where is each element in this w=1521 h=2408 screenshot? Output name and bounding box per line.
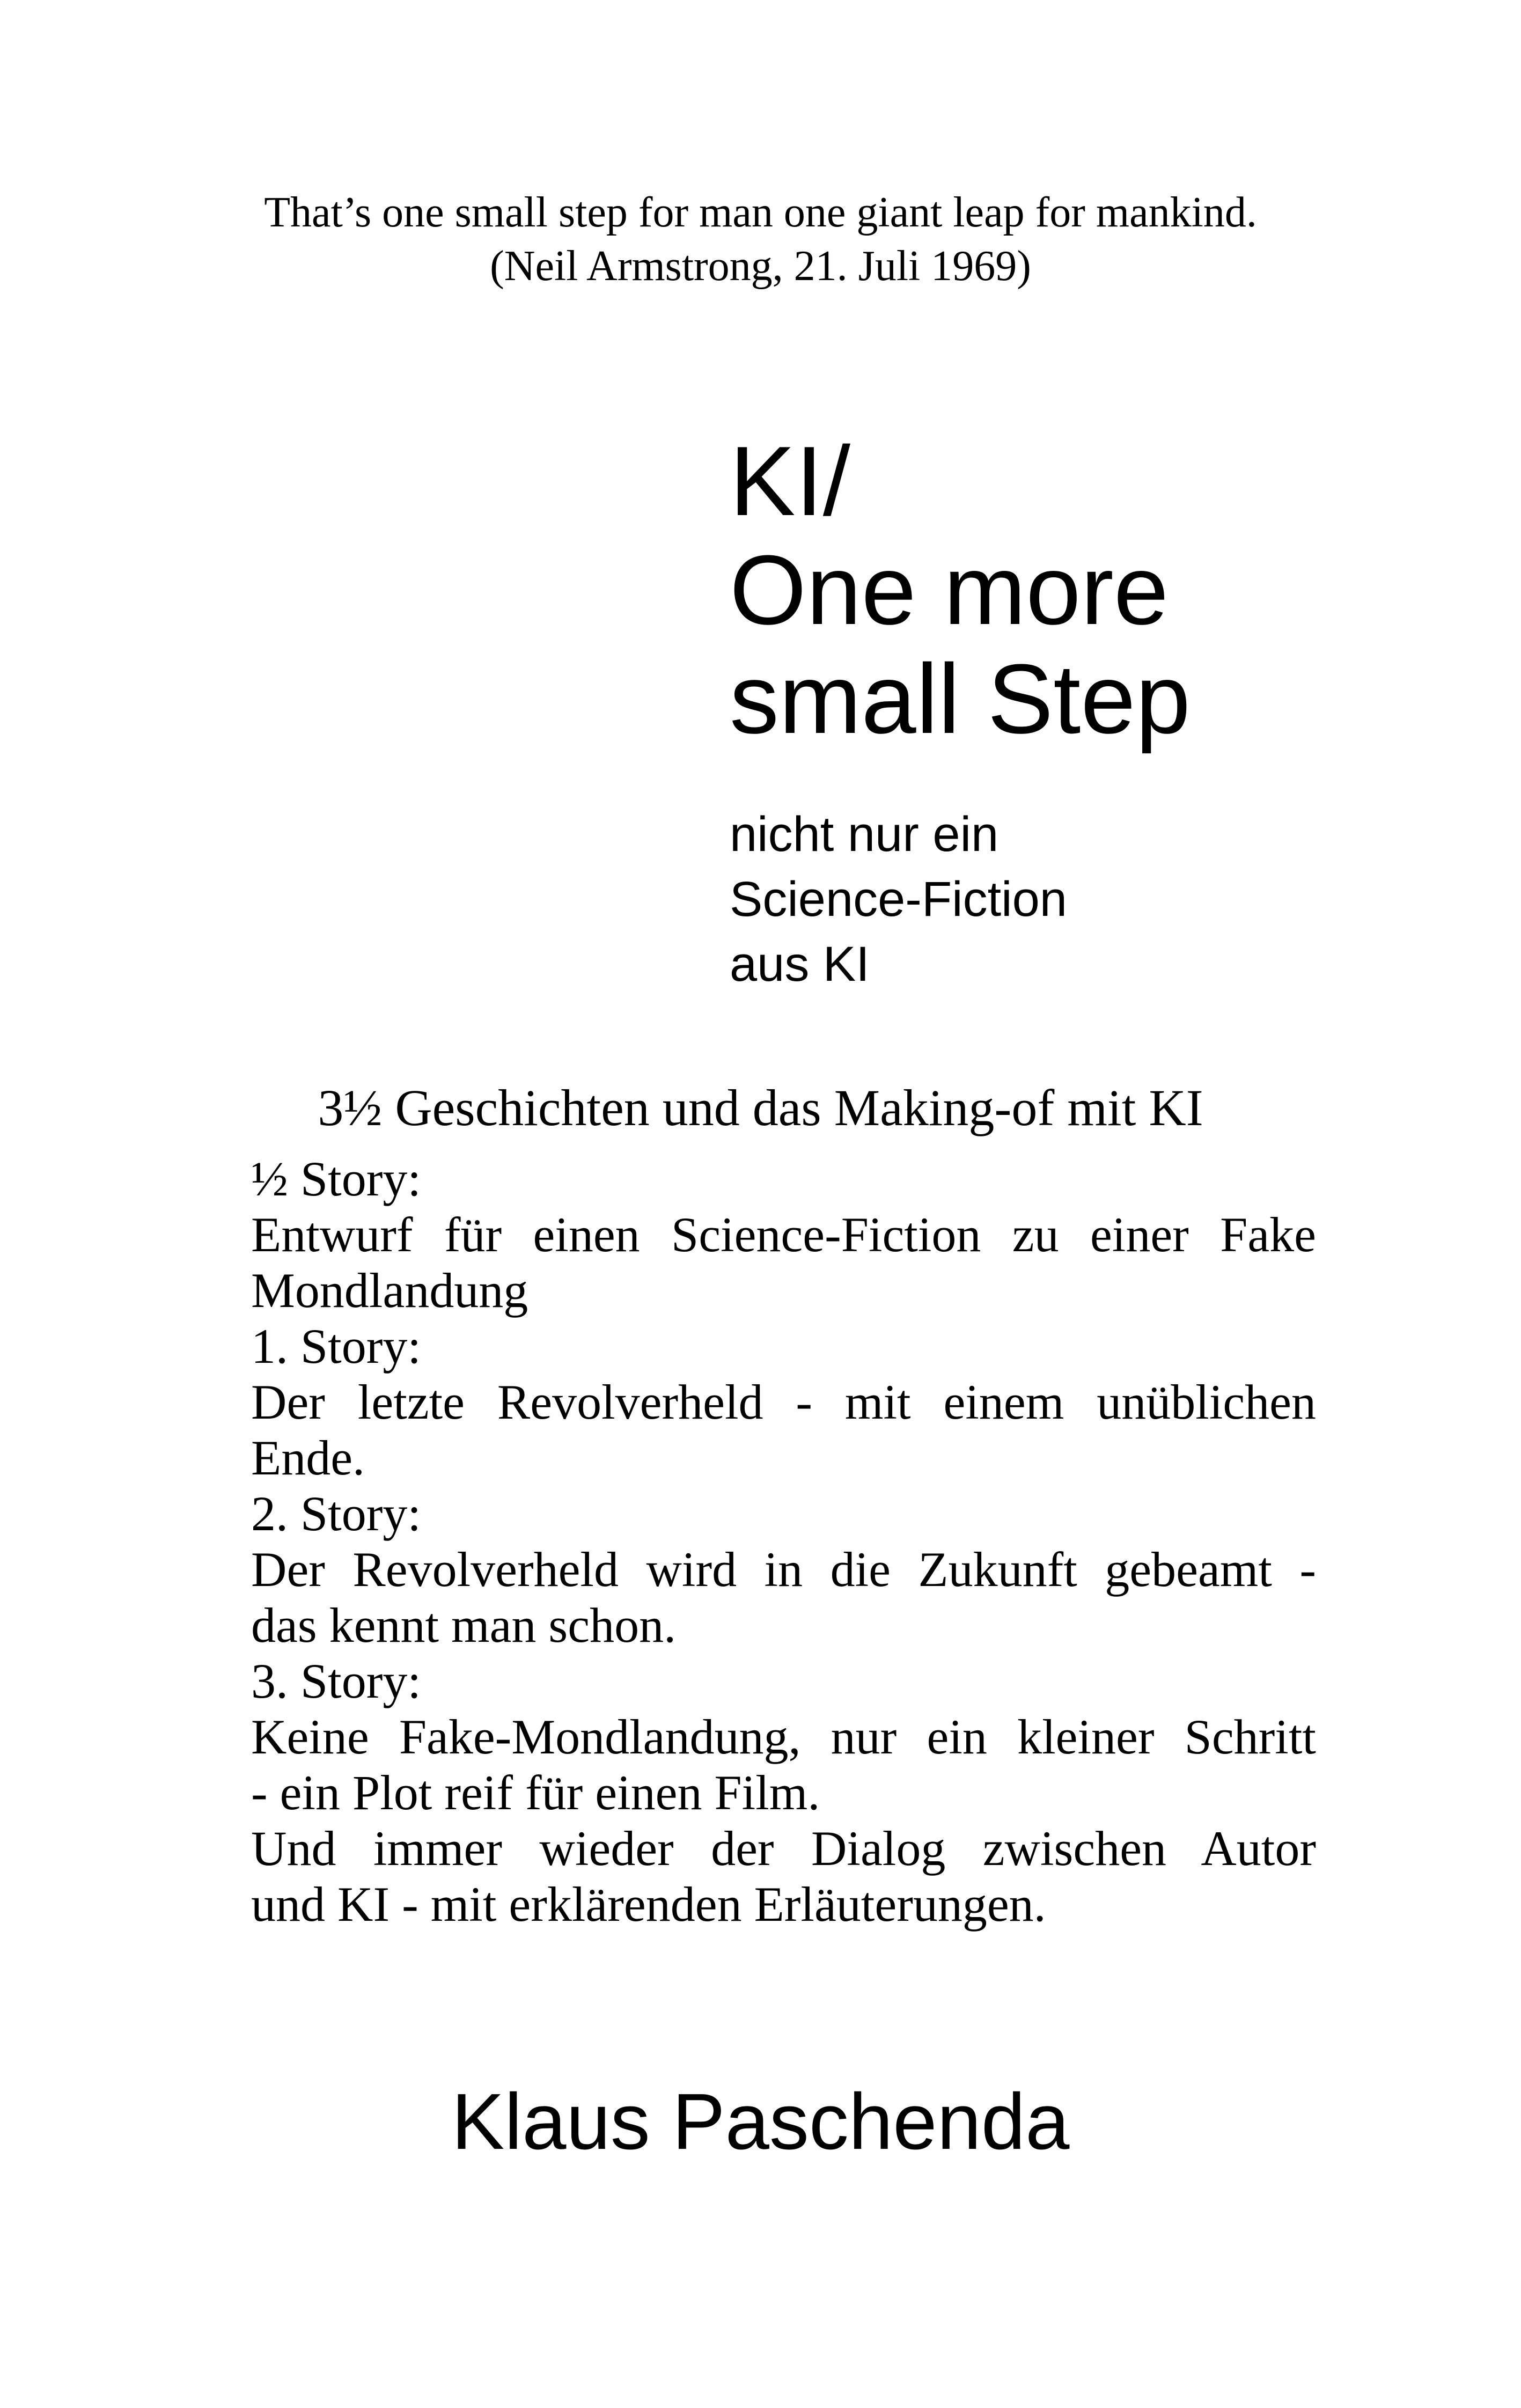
contents-line: ½ Story: xyxy=(251,1151,421,1206)
epigraph-quote: That’s one small step for man one giant leap for mankind. xyxy=(264,189,1257,236)
book-title xyxy=(730,427,1481,753)
epigraph-attribution: (Neil Armstrong, 21. Juli 1969) xyxy=(490,243,1031,290)
contents-line: 1. Story: xyxy=(251,1319,421,1374)
contents-line: Der Revolverheld wird in die Zukunft gebeamt - xyxy=(251,1542,1316,1597)
contents-line: Mondlandung xyxy=(251,1263,528,1318)
subtitle-line-2: Science-Fiction xyxy=(730,872,1067,927)
contents-line: Der letzte Revolverheld - mit einem unüblichen xyxy=(251,1375,1316,1429)
contents-line: 3. Story: xyxy=(251,1654,421,1708)
contents-line: Ende. xyxy=(251,1430,365,1485)
author-name: Klaus Paschenda xyxy=(451,2077,1070,2166)
title-line-1: KI/ xyxy=(730,425,850,536)
subtitle-line-3: aus KI xyxy=(730,937,870,992)
lead-line: 3½ Geschichten und das Making-of mit KI xyxy=(318,1079,1203,1136)
contents-line: und KI - mit erklärenden Erläuterungen. xyxy=(251,1877,1046,1932)
book-subtitle xyxy=(730,802,1481,997)
contents-list xyxy=(251,1151,1316,1932)
title-line-2: One more xyxy=(730,534,1169,645)
contents-line: - ein Plot reif für einen Film. xyxy=(251,1765,820,1820)
contents-line: das kennt man schon. xyxy=(251,1598,677,1653)
contents-line: Keine Fake-Mondlandung, nur ein kleiner Schritt xyxy=(251,1709,1316,1764)
subtitle-line-1: nicht nur ein xyxy=(730,807,999,862)
title-line-3: small Step xyxy=(730,643,1191,754)
contents-line: Und immer wieder der Dialog zwischen Autor xyxy=(251,1821,1316,1876)
contents-line: Entwurf für einen Science-Fiction zu einer Fake xyxy=(251,1207,1316,1262)
contents-line: 2. Story: xyxy=(251,1486,421,1541)
